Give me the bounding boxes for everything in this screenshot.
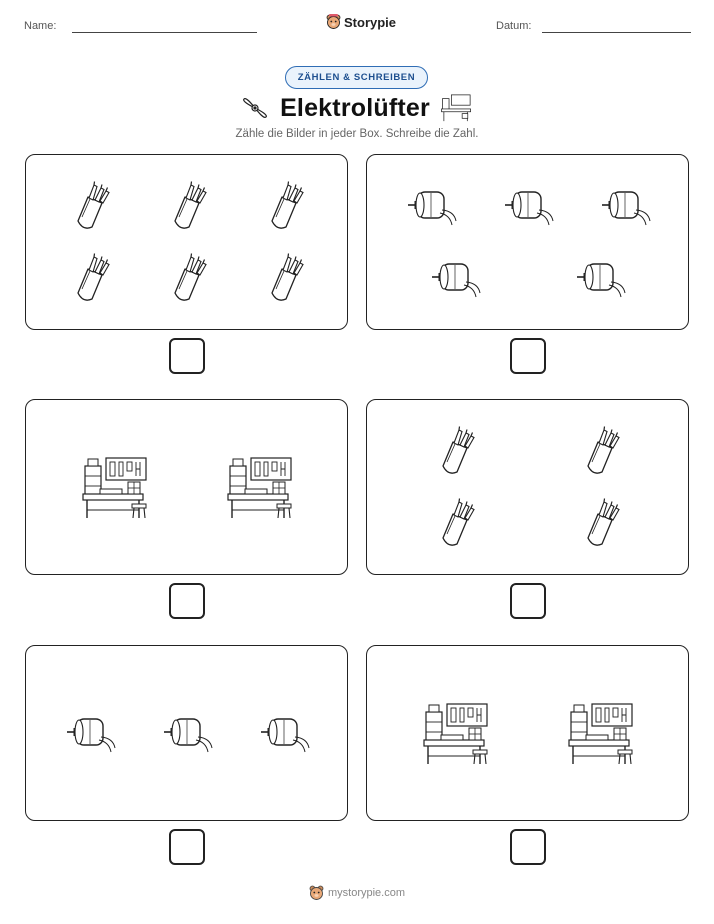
propeller-icon	[240, 93, 270, 123]
workshop-icon	[423, 702, 489, 766]
motor-icon	[162, 712, 214, 756]
workshop-icon	[568, 702, 634, 766]
date-field[interactable]	[542, 32, 691, 33]
date-label: Datum:	[496, 20, 532, 32]
cable-icon	[69, 253, 113, 305]
cable-icon	[434, 498, 478, 550]
brand-name: Storypie	[344, 14, 397, 30]
bear-icon	[309, 885, 324, 901]
cable-icon	[579, 498, 623, 550]
answer-box[interactable]	[510, 583, 546, 619]
category-badge: ZÄHLEN & SCHREIBEN	[285, 66, 428, 89]
motor-icon	[259, 712, 311, 756]
cable-icon	[263, 181, 307, 233]
answer-box[interactable]	[169, 338, 205, 374]
cable-icon	[69, 181, 113, 233]
footer-url: mystorypie.com	[327, 887, 406, 899]
workshop-icon	[82, 456, 148, 520]
name-label: Name:	[24, 20, 57, 32]
brand-logo	[326, 14, 396, 30]
motor-icon	[575, 257, 627, 301]
footer	[0, 885, 714, 901]
counting-box	[25, 399, 348, 575]
page-title: Elektrolüfter	[280, 93, 430, 122]
motor-icon	[65, 712, 117, 756]
counting-box	[366, 645, 689, 821]
counting-box	[366, 154, 689, 330]
cable-icon	[579, 426, 623, 478]
workshop-icon	[227, 456, 293, 520]
counting-box	[25, 645, 348, 821]
bear-icon	[326, 14, 341, 30]
motor-icon	[406, 185, 458, 229]
cable-icon	[263, 253, 307, 305]
cable-icon	[434, 426, 478, 478]
instruction-text: Zähle die Bilder in jeder Box. Schreibe die Zahl.	[235, 128, 479, 140]
workshop-icon	[440, 93, 474, 123]
cable-icon	[166, 253, 210, 305]
answer-box[interactable]	[169, 829, 205, 865]
answer-box[interactable]	[510, 338, 546, 374]
motor-icon	[430, 257, 482, 301]
counting-box	[25, 154, 348, 330]
name-field[interactable]	[72, 32, 257, 33]
cable-icon	[166, 181, 210, 233]
answer-box[interactable]	[510, 829, 546, 865]
motor-icon	[600, 185, 652, 229]
title-row	[200, 91, 514, 125]
counting-box	[366, 399, 689, 575]
motor-icon	[503, 185, 555, 229]
answer-box[interactable]	[169, 583, 205, 619]
